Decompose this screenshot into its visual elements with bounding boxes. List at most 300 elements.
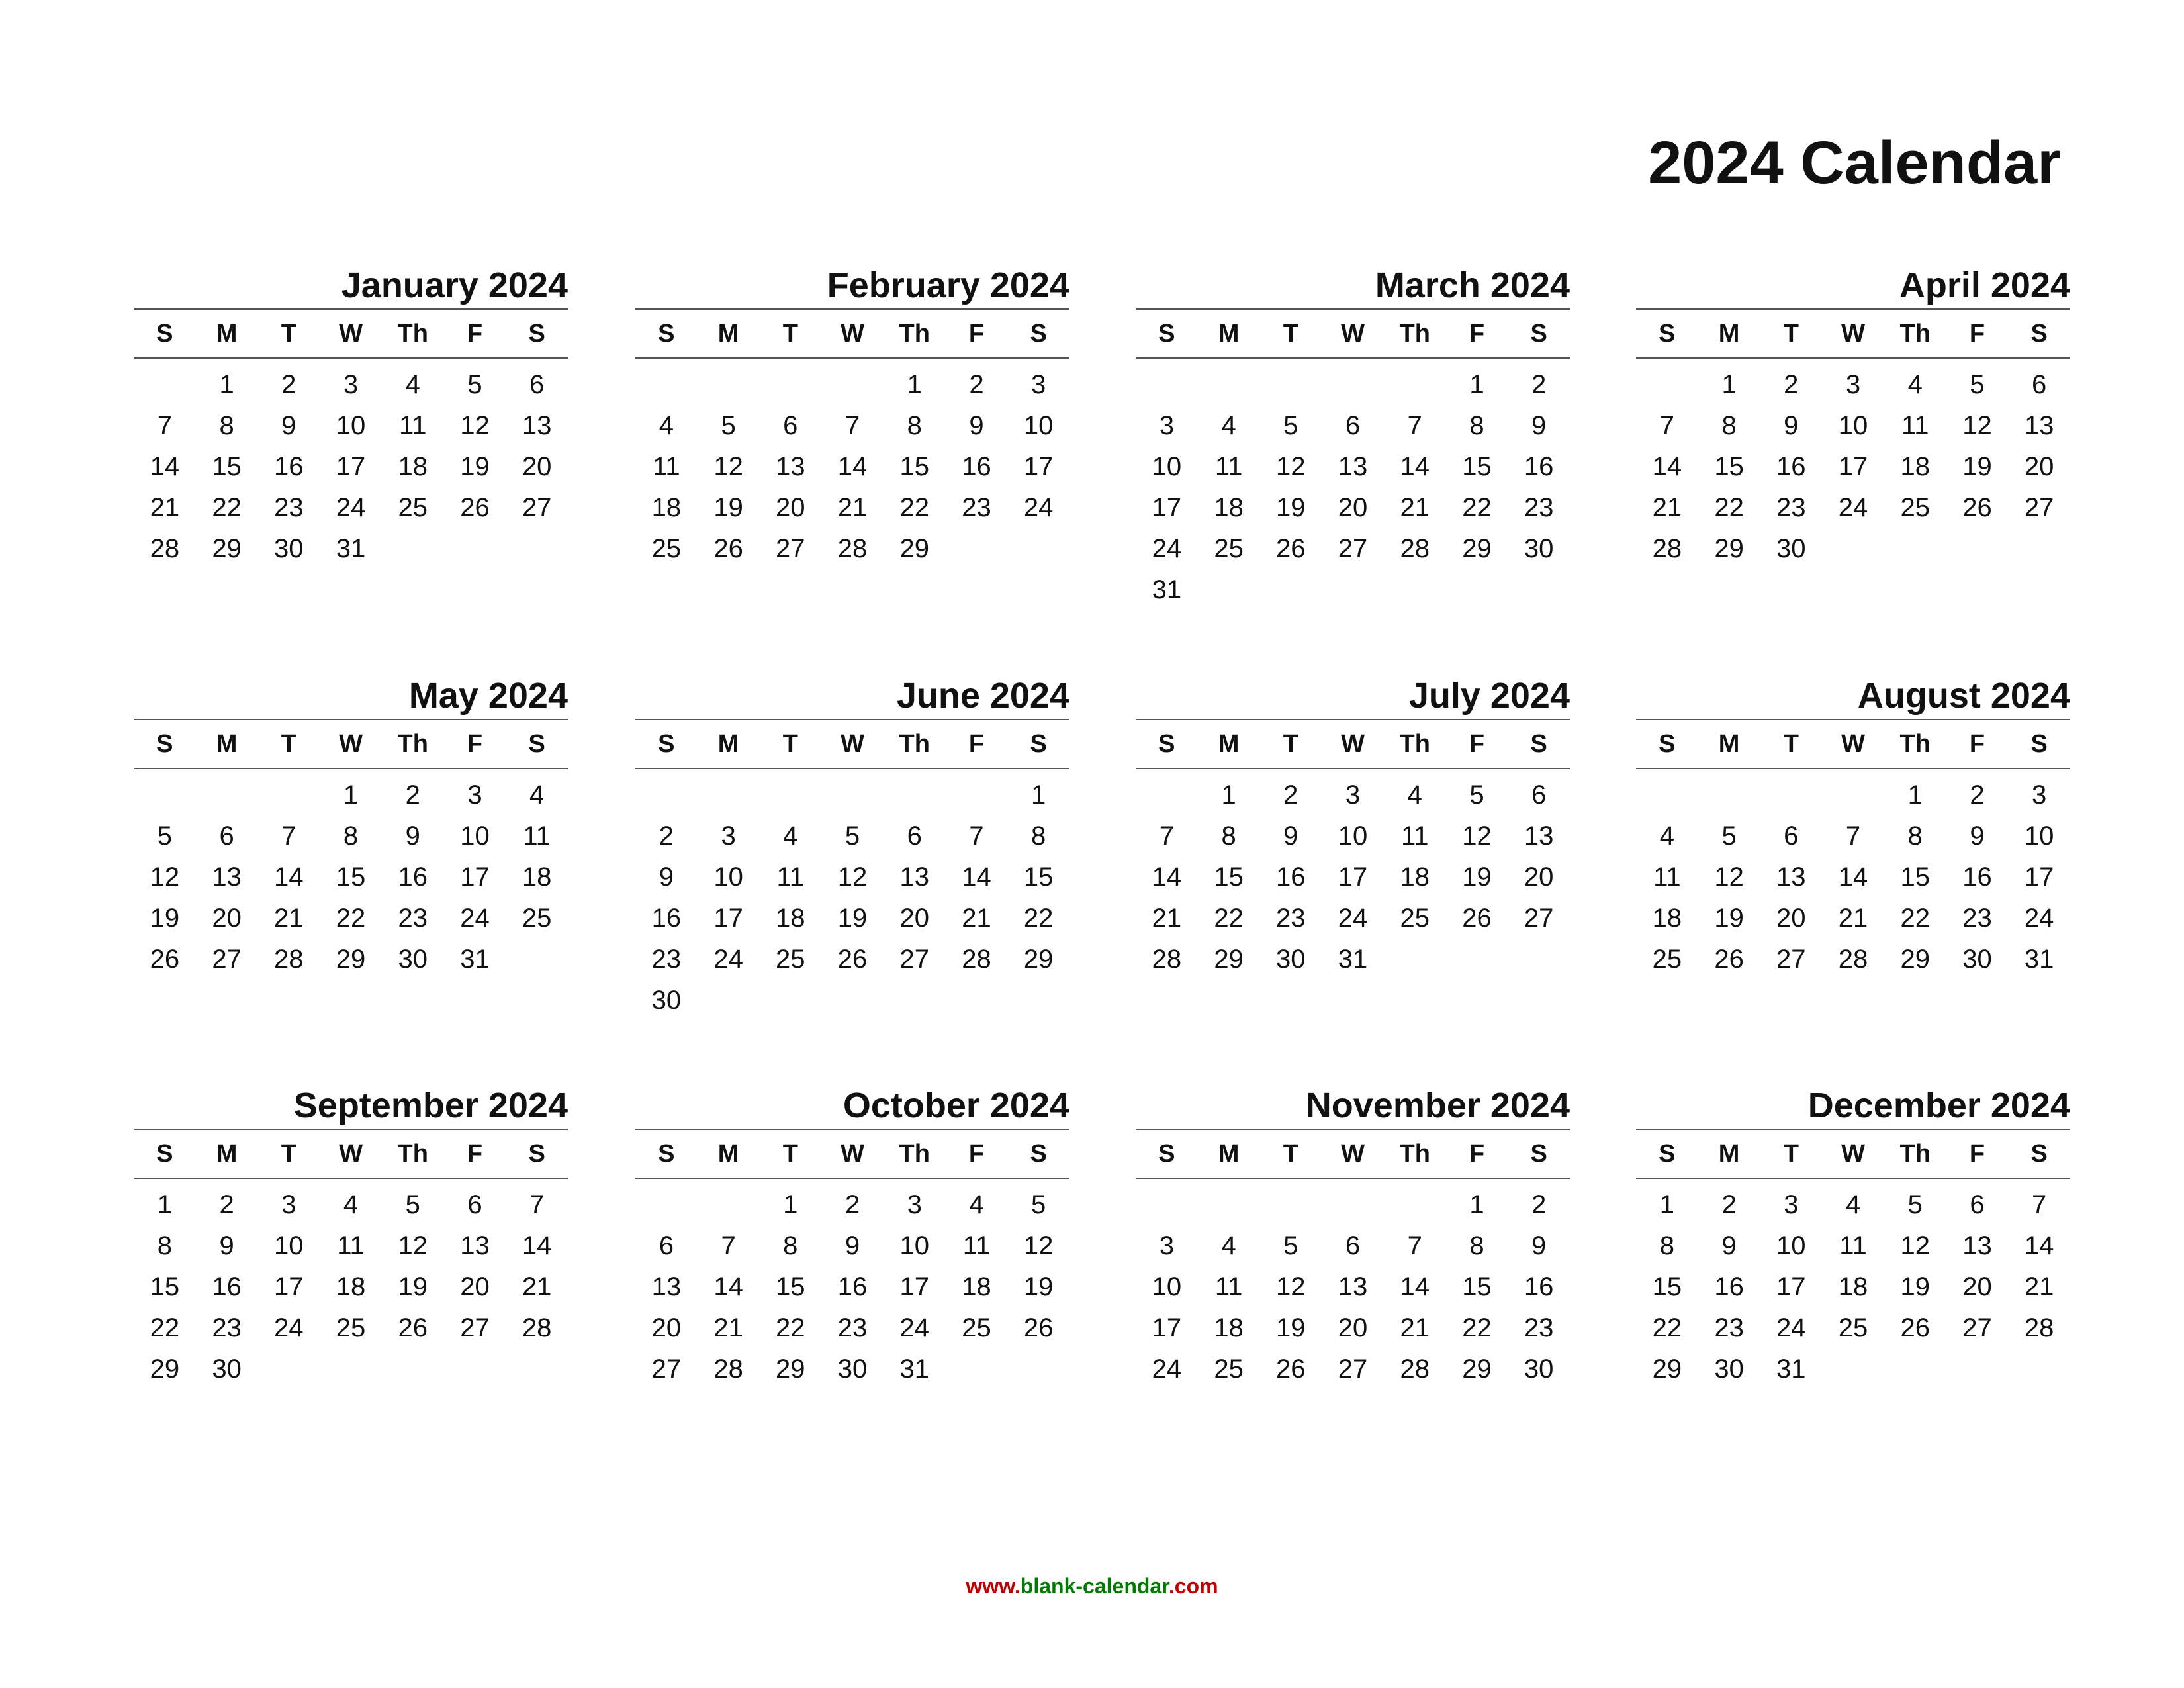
day-cell: 25 — [1214, 534, 1244, 563]
day-cell: 18 — [398, 451, 428, 481]
weekday-label: Th — [1899, 729, 1931, 758]
week-row — [635, 1184, 1069, 1225]
day-cell: 7 — [969, 821, 984, 851]
week-row — [1636, 1348, 2070, 1389]
day-cell: 17 — [1023, 451, 1054, 481]
week-row — [134, 1348, 568, 1389]
day-cell: 24 — [460, 903, 490, 933]
day-cell: 17 — [1152, 492, 1182, 522]
weekday-label: M — [717, 1139, 739, 1168]
day-cell: 22 — [150, 1313, 180, 1342]
day-cell: 9 — [1784, 410, 1799, 440]
weekday-label: M — [1718, 729, 1740, 758]
day-cell: 29 — [776, 1354, 805, 1383]
day-cell: 15 — [899, 451, 929, 481]
day-cell: 25 — [1652, 944, 1682, 974]
day-cell: 16 — [962, 451, 991, 481]
weekday-label: S — [1530, 729, 1547, 758]
weekday-label: S — [1530, 319, 1547, 348]
day-cell: 11 — [398, 410, 427, 440]
weekday-label: T — [281, 319, 296, 348]
day-cell: 31 — [460, 944, 490, 974]
day-cell: 19 — [398, 1272, 428, 1301]
weekday-label: W — [1841, 319, 1865, 348]
day-cell: 2 — [281, 369, 296, 399]
weekday-label: S — [1030, 729, 1047, 758]
day-cell: 29 — [1714, 534, 1744, 563]
day-cell: 31 — [2024, 944, 2054, 974]
day-cell: 28 — [274, 944, 304, 974]
day-cell: 30 — [1276, 944, 1306, 974]
day-cell: 29 — [336, 944, 366, 974]
day-cell: 8 — [1469, 410, 1484, 440]
month-block — [635, 1088, 1069, 1389]
weekday-label: S — [2030, 319, 2048, 348]
weekday-label: T — [1283, 319, 1298, 348]
weekday-header-row — [635, 720, 1069, 768]
weekday-label: F — [467, 319, 483, 348]
day-cell: 4 — [1221, 410, 1236, 440]
day-cell: 14 — [1838, 862, 1868, 892]
footer-tld: .com — [1168, 1574, 1218, 1598]
month-days — [1636, 1179, 2070, 1389]
day-cell: 9 — [969, 410, 984, 440]
day-cell: 2 — [969, 369, 984, 399]
weekday-label: S — [658, 729, 675, 758]
day-cell: 16 — [212, 1272, 242, 1301]
day-cell: 9 — [1721, 1231, 1737, 1260]
weekday-label: F — [968, 729, 985, 758]
week-row — [1636, 487, 2070, 528]
day-cell: 14 — [150, 451, 180, 481]
day-cell: 27 — [1338, 534, 1368, 563]
day-cell: 26 — [1023, 1313, 1054, 1342]
day-cell: 6 — [1345, 1231, 1361, 1260]
day-cell: 26 — [837, 944, 868, 974]
month-title: December 2024 — [1807, 1086, 2070, 1125]
day-cell: 17 — [1338, 862, 1368, 892]
weekday-label: Th — [397, 319, 428, 348]
day-cell: 18 — [776, 903, 805, 933]
day-cell: 23 — [962, 492, 991, 522]
day-cell: 16 — [1714, 1272, 1744, 1301]
day-cell: 3 — [1031, 369, 1046, 399]
day-cell: 13 — [1338, 1272, 1368, 1301]
day-cell: 14 — [1652, 451, 1682, 481]
day-cell: 25 — [1400, 903, 1430, 933]
day-cell: 29 — [1214, 944, 1244, 974]
day-cell: 13 — [1338, 451, 1368, 481]
weekday-label: T — [782, 1139, 798, 1168]
day-cell: 3 — [1784, 1190, 1799, 1219]
day-cell: 24 — [2024, 903, 2054, 933]
weekday-label: S — [2030, 1139, 2048, 1168]
day-cell: 27 — [1524, 903, 1554, 933]
day-cell: 23 — [1524, 1313, 1554, 1342]
day-cell: 17 — [713, 903, 743, 933]
day-cell: 13 — [2024, 410, 2054, 440]
day-cell: 26 — [1276, 1354, 1306, 1383]
weekday-label: F — [1969, 1139, 1985, 1168]
day-cell: 11 — [1901, 410, 1929, 440]
day-cell: 16 — [837, 1272, 868, 1301]
weekday-label: M — [1718, 319, 1740, 348]
day-cell: 24 — [1838, 492, 1868, 522]
week-row — [134, 1266, 568, 1307]
day-cell: 28 — [2024, 1313, 2054, 1342]
day-cell: 20 — [899, 903, 929, 933]
day-cell: 11 — [1653, 862, 1681, 892]
day-cell: 17 — [1838, 451, 1868, 481]
day-cell: 1 — [157, 1190, 172, 1219]
weekday-label: T — [281, 1139, 296, 1168]
weekday-label: T — [1783, 319, 1799, 348]
day-cell: 13 — [1524, 821, 1554, 851]
day-cell: 10 — [1152, 1272, 1182, 1301]
week-row — [635, 364, 1069, 405]
day-cell: 5 — [1031, 1190, 1046, 1219]
day-cell: 27 — [1776, 944, 1806, 974]
month-title: September 2024 — [293, 1086, 568, 1125]
weekday-label: T — [1283, 1139, 1298, 1168]
day-cell: 5 — [1283, 410, 1298, 440]
day-cell: 30 — [1524, 534, 1554, 563]
day-cell: 24 — [1776, 1313, 1806, 1342]
day-cell: 11 — [776, 862, 805, 892]
day-cell: 21 — [1400, 492, 1430, 522]
weekday-label: F — [968, 1139, 985, 1168]
day-cell: 28 — [1838, 944, 1868, 974]
month-title: November 2024 — [1305, 1086, 1570, 1125]
day-cell: 30 — [1776, 534, 1806, 563]
month-title: March 2024 — [1375, 265, 1570, 305]
day-cell: 5 — [1907, 1190, 1923, 1219]
day-cell: 7 — [1845, 821, 1861, 851]
day-cell: 25 — [962, 1313, 991, 1342]
day-cell: 25 — [651, 534, 682, 563]
day-cell: 4 — [343, 1190, 359, 1219]
weekday-label: W — [1841, 729, 1865, 758]
weekday-header-row — [134, 1130, 568, 1178]
day-cell: 21 — [713, 1313, 743, 1342]
day-cell: 21 — [1652, 492, 1682, 522]
week-row — [134, 1184, 568, 1225]
week-row — [635, 1307, 1069, 1348]
day-cell: 28 — [150, 534, 180, 563]
day-cell: 5 — [467, 369, 482, 399]
weekday-label: Th — [1399, 319, 1430, 348]
day-cell: 15 — [776, 1272, 805, 1301]
day-cell: 2 — [219, 1190, 234, 1219]
day-cell: 27 — [651, 1354, 682, 1383]
week-row — [134, 857, 568, 898]
day-cell: 4 — [1659, 821, 1674, 851]
day-cell: 23 — [1524, 492, 1554, 522]
day-cell: 5 — [721, 410, 736, 440]
week-row — [1136, 528, 1570, 569]
day-cell: 13 — [1776, 862, 1806, 892]
day-cell: 6 — [467, 1190, 482, 1219]
day-cell: 21 — [962, 903, 991, 933]
day-cell: 23 — [1962, 903, 1992, 933]
day-cell: 9 — [405, 821, 420, 851]
month-title: May 2024 — [408, 676, 568, 716]
weekday-label: F — [467, 1139, 483, 1168]
weekday-label: T — [1283, 729, 1298, 758]
day-cell: 11 — [653, 451, 680, 481]
day-cell: 24 — [274, 1313, 304, 1342]
day-cell: 30 — [651, 985, 682, 1015]
day-cell: 21 — [1838, 903, 1868, 933]
day-cell: 13 — [460, 1231, 490, 1260]
week-row — [1636, 1307, 2070, 1348]
day-cell: 20 — [522, 451, 552, 481]
week-row — [1636, 1184, 2070, 1225]
day-cell: 15 — [1652, 1272, 1682, 1301]
day-cell: 23 — [1276, 903, 1306, 933]
week-row — [134, 487, 568, 528]
day-cell: 13 — [1962, 1231, 1992, 1260]
day-cell: 7 — [844, 410, 860, 440]
week-row — [1136, 1348, 1570, 1389]
weekday-label: W — [339, 729, 363, 758]
day-cell: 1 — [219, 369, 234, 399]
weekday-label: S — [1659, 729, 1676, 758]
day-cell: 6 — [907, 821, 922, 851]
day-cell: 22 — [1714, 492, 1744, 522]
day-cell: 8 — [1659, 1231, 1674, 1260]
weekday-label: M — [216, 319, 238, 348]
day-cell: 2 — [659, 821, 674, 851]
weekday-label: F — [1969, 729, 1985, 758]
day-cell: 12 — [1900, 1231, 1930, 1260]
day-cell: 30 — [1962, 944, 1992, 974]
day-cell: 18 — [1400, 862, 1430, 892]
day-cell: 23 — [651, 944, 682, 974]
weekday-label: Th — [1399, 1139, 1430, 1168]
day-cell: 12 — [837, 862, 868, 892]
weekday-label: S — [2030, 729, 2048, 758]
day-cell: 27 — [1962, 1313, 1992, 1342]
day-cell: 30 — [1714, 1354, 1744, 1383]
weekday-label: S — [528, 1139, 545, 1168]
weekday-label: M — [1218, 729, 1240, 758]
day-cell: 26 — [713, 534, 743, 563]
day-cell: 8 — [219, 410, 234, 440]
month-title: February 2024 — [827, 265, 1069, 305]
footer-domain-name: blank-calendar — [1020, 1574, 1169, 1598]
month-block — [1136, 1088, 1570, 1389]
day-cell: 4 — [969, 1190, 984, 1219]
day-cell: 22 — [1214, 903, 1244, 933]
day-cell: 16 — [398, 862, 428, 892]
day-cell: 11 — [962, 1231, 991, 1260]
day-cell: 26 — [1714, 944, 1744, 974]
day-cell: 15 — [1023, 862, 1054, 892]
day-cell: 24 — [1152, 534, 1182, 563]
day-cell: 31 — [899, 1354, 929, 1383]
week-row — [635, 528, 1069, 569]
day-cell: 14 — [1400, 1272, 1430, 1301]
weekday-label: W — [339, 319, 363, 348]
day-cell: 2 — [1970, 780, 1985, 810]
day-cell: 13 — [776, 451, 805, 481]
day-cell: 3 — [907, 1190, 922, 1219]
day-cell: 19 — [460, 451, 490, 481]
day-cell: 3 — [2032, 780, 2047, 810]
day-cell: 25 — [776, 944, 805, 974]
week-row — [635, 1225, 1069, 1266]
day-cell: 2 — [844, 1190, 860, 1219]
weekday-label: Th — [397, 1139, 428, 1168]
day-cell: 3 — [281, 1190, 296, 1219]
day-cell: 2 — [1283, 780, 1298, 810]
weekday-header-row — [635, 1130, 1069, 1178]
week-row — [1636, 446, 2070, 487]
day-cell: 26 — [1900, 1313, 1930, 1342]
day-cell: 20 — [2024, 451, 2054, 481]
weekday-header-row — [1636, 1130, 2070, 1178]
day-cell: 19 — [1276, 1313, 1306, 1342]
day-cell: 15 — [336, 862, 366, 892]
day-cell: 14 — [2024, 1231, 2054, 1260]
week-row — [134, 1225, 568, 1266]
week-row — [635, 1266, 1069, 1307]
weekday-label: S — [528, 729, 545, 758]
day-cell: 21 — [1400, 1313, 1430, 1342]
weekday-label: W — [841, 729, 864, 758]
weekday-label: W — [841, 1139, 864, 1168]
day-cell: 9 — [1531, 1231, 1547, 1260]
month-block — [1136, 267, 1570, 610]
weekday-label: Th — [899, 1139, 930, 1168]
week-row — [1636, 898, 2070, 939]
day-cell: 17 — [1152, 1313, 1182, 1342]
day-cell: 1 — [1469, 369, 1484, 399]
week-row — [134, 364, 568, 405]
week-row — [635, 939, 1069, 980]
weekday-label: S — [1030, 1139, 1047, 1168]
day-cell: 14 — [1152, 862, 1182, 892]
month-days — [134, 359, 568, 569]
month-block — [635, 267, 1069, 569]
month-block — [1636, 1088, 2070, 1389]
day-cell: 28 — [1400, 534, 1430, 563]
week-row — [134, 898, 568, 939]
day-cell: 26 — [150, 944, 180, 974]
weekday-label: S — [1530, 1139, 1547, 1168]
day-cell: 19 — [1962, 451, 1992, 481]
day-cell: 11 — [1214, 1272, 1243, 1301]
month-days — [635, 769, 1069, 1021]
day-cell: 8 — [1469, 1231, 1484, 1260]
day-cell: 23 — [398, 903, 428, 933]
day-cell: 4 — [783, 821, 798, 851]
day-cell: 19 — [1276, 492, 1306, 522]
month-days — [134, 769, 568, 980]
day-cell: 28 — [1152, 944, 1182, 974]
weekday-label: T — [1783, 729, 1799, 758]
weekday-label: Th — [899, 729, 930, 758]
day-cell: 10 — [1338, 821, 1368, 851]
week-row — [1636, 1225, 2070, 1266]
day-cell: 20 — [1962, 1272, 1992, 1301]
day-cell: 1 — [1721, 369, 1737, 399]
day-cell: 29 — [1023, 944, 1054, 974]
weekday-label: W — [1341, 319, 1365, 348]
day-cell: 14 — [522, 1231, 552, 1260]
weekday-label: M — [216, 1139, 238, 1168]
week-row — [1136, 364, 1570, 405]
week-row — [635, 816, 1069, 857]
weekday-label: Th — [899, 319, 930, 348]
weekday-label: T — [782, 729, 798, 758]
day-cell: 3 — [1159, 410, 1174, 440]
week-row — [1136, 405, 1570, 446]
footer-www: www. — [966, 1574, 1021, 1598]
day-cell: 16 — [1276, 862, 1306, 892]
day-cell: 12 — [1962, 410, 1992, 440]
weekday-label: Th — [1899, 319, 1931, 348]
month-title: January 2024 — [341, 265, 568, 305]
day-cell: 5 — [1283, 1231, 1298, 1260]
day-cell: 23 — [1776, 492, 1806, 522]
footer-website[interactable] — [0, 1574, 2184, 1599]
day-cell: 28 — [1400, 1354, 1430, 1383]
day-cell: 3 — [467, 780, 482, 810]
day-cell: 9 — [1531, 410, 1547, 440]
day-cell: 29 — [899, 534, 929, 563]
day-cell: 16 — [1776, 451, 1806, 481]
day-cell: 9 — [844, 1231, 860, 1260]
week-row — [635, 405, 1069, 446]
day-cell: 15 — [1900, 862, 1930, 892]
day-cell: 3 — [1845, 369, 1861, 399]
day-cell: 7 — [1659, 410, 1674, 440]
day-cell: 19 — [1462, 862, 1492, 892]
week-row — [1136, 774, 1570, 816]
weekday-label: S — [156, 1139, 173, 1168]
day-cell: 25 — [1900, 492, 1930, 522]
weekday-label: S — [1158, 319, 1175, 348]
day-cell: 15 — [1214, 862, 1244, 892]
day-cell: 12 — [713, 451, 743, 481]
day-cell: 12 — [460, 410, 490, 440]
month-title: August 2024 — [1857, 676, 2070, 716]
month-title: June 2024 — [896, 676, 1069, 716]
day-cell: 15 — [212, 451, 242, 481]
day-cell: 27 — [1338, 1354, 1368, 1383]
day-cell: 12 — [398, 1231, 428, 1260]
week-row — [1136, 898, 1570, 939]
day-cell: 10 — [1776, 1231, 1806, 1260]
month-days — [635, 1179, 1069, 1389]
day-cell: 8 — [343, 821, 359, 851]
weekday-header-row — [1636, 720, 2070, 768]
day-cell: 30 — [274, 534, 304, 563]
day-cell: 18 — [1214, 1313, 1244, 1342]
weekday-label: F — [1969, 319, 1985, 348]
weekday-header-row — [134, 310, 568, 357]
day-cell: 14 — [1400, 451, 1430, 481]
day-cell: 10 — [899, 1231, 929, 1260]
day-cell: 4 — [1221, 1231, 1236, 1260]
day-cell: 23 — [837, 1313, 868, 1342]
weekday-label: S — [1659, 1139, 1676, 1168]
week-row — [635, 980, 1069, 1021]
day-cell: 19 — [713, 492, 743, 522]
day-cell: 7 — [157, 410, 172, 440]
